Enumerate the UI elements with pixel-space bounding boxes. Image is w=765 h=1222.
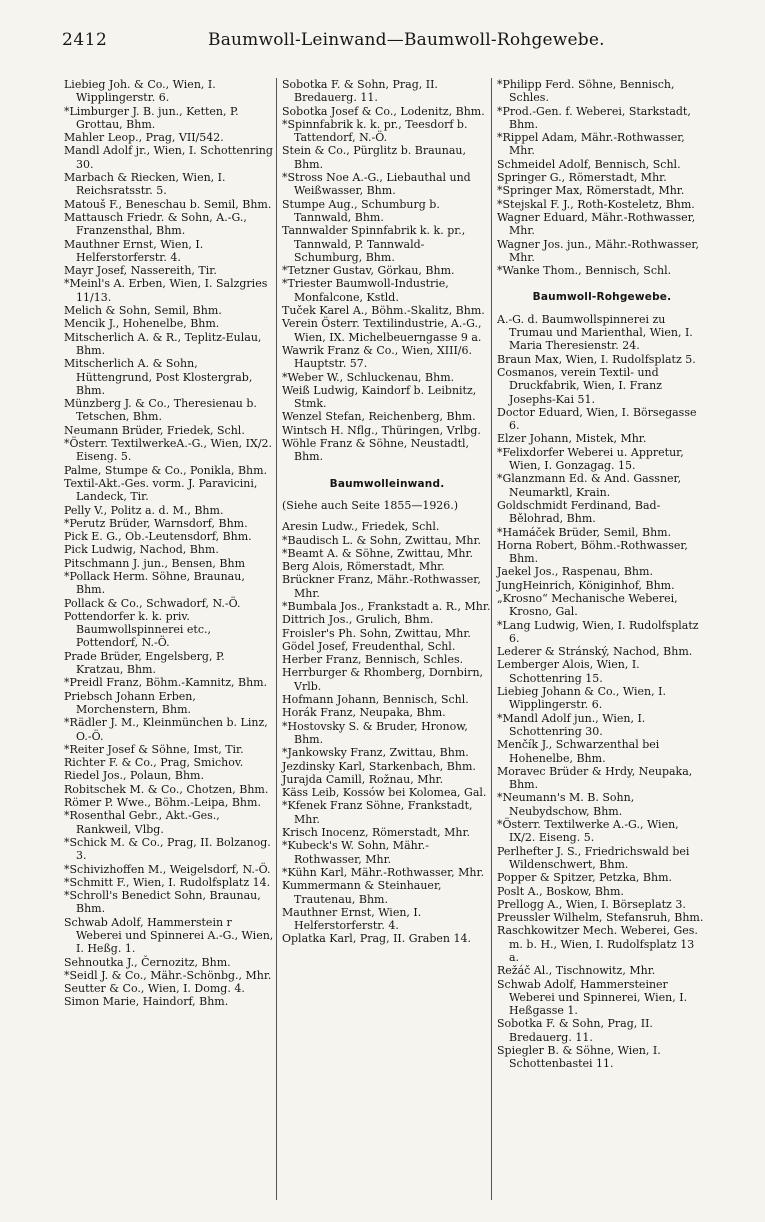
directory-entry: *Wanke Thom., Bennisch, Schl. xyxy=(497,264,672,278)
directory-entry: Wintsch H. Nflg., Thüringen, Vrlbg. xyxy=(282,423,481,437)
directory-entry: *Stejskal F. J., Roth-Kosteletz, Bhm. xyxy=(497,197,695,211)
directory-entry: Pottendorfer k. k. priv. Baumwollspinnerei etc., Pottendorf, N.-Ö. xyxy=(64,609,211,650)
directory-entry: Doctor Eduard, Wien, I. Börsegasse 6. xyxy=(497,405,697,433)
directory-entry: *Kühn Karl, Mähr.-Rothwasser, Mhr. xyxy=(282,865,485,879)
directory-entry: Priebsch Johann Erben, Morchenstern, Bhm. xyxy=(64,689,196,716)
column-3 xyxy=(497,78,707,1071)
directory-entry: *Beamt A. & Söhne, Zwittau, Mhr. xyxy=(282,546,474,560)
directory-entry: *Österr. Textilwerke A.-G., Wien, IX/2. Eiseng. 5. xyxy=(497,818,679,845)
directory-entry: Wöhle Franz & Söhne, Neustadtl, Bhm. xyxy=(282,437,470,464)
directory-entry: Robitschek M. & Co., Chotzen, Bhm. xyxy=(64,782,269,796)
directory-entry: Goldschmidt Ferdinand, Bad-Bělohrad, Bhm. xyxy=(497,498,661,526)
directory-entry: *Pollack Herm. Söhne, Braunau, Bhm. xyxy=(64,569,245,597)
directory-entry: Stein & Co., Pürglitz b. Braunau, Bhm. xyxy=(282,144,466,171)
directory-entry: *Hostovsky S. & Bruder, Hronow, Bhm. xyxy=(282,719,468,746)
directory-entry: Pollack & Co., Schwadorf, N.-Ö. xyxy=(64,596,241,610)
directory-entry: Hofmann Johann, Bennisch, Schl. xyxy=(282,693,469,707)
directory-entry: *Kubeck's W. Sohn, Mähr.-Rothwasser, Mhr. xyxy=(282,839,429,866)
page-header xyxy=(62,26,722,54)
directory-entry: *Bumbala Jos., Frankstadt a. R., Mhr. xyxy=(282,599,491,613)
directory-entry: Melich & Sohn, Semil, Bhm. xyxy=(64,304,222,318)
directory-entry: *Neumann's M. B. Sohn, Neubydschow, Bhm. xyxy=(497,791,635,818)
directory-entry: Palme, Stumpe & Co., Ponikla, Bhm. xyxy=(64,463,268,477)
directory-entry: Neumann Brüder, Friedek, Schl. xyxy=(64,423,245,437)
section-heading: Baumwolleinwand. xyxy=(329,477,445,490)
directory-entry: Režáč Al., Tischnowitz, Mhr. xyxy=(497,964,656,978)
directory-entry: Moravec Brüder & Hrdy, Neupaka, Bhm. xyxy=(497,764,693,792)
directory-entry: Tannwalder Spinnfabrik k. k. pr., Tannwald, P. Tannwald-Schumburg, Bhm. xyxy=(282,224,466,264)
directory-entry: *Triester Baumwoll-Industrie, Monfalcone, Kstld. xyxy=(282,277,449,304)
directory-entry: Riedel Jos., Polaun, Bhm. xyxy=(64,769,204,783)
page-number: 2412 xyxy=(62,30,108,50)
directory-entry: *Stross Noe A.-G., Liebauthal und Weißwasser, Bhm. xyxy=(282,171,471,198)
directory-entry: Pick Ludwig, Nachod, Bhm. xyxy=(64,543,219,557)
directory-entry: Pitschmann J. jun., Bensen, Bhm xyxy=(64,556,246,570)
directory-entry: *Rädler J. M., Kleinmünchen b. Linz, O.-Ö. xyxy=(64,716,268,743)
directory-entry: Textil-Akt.-Ges. vorm. J. Paravicini, Landeck, Tir. xyxy=(64,476,258,504)
directory-entry: Römer P. Wwe., Böhm.-Leipa, Bhm. xyxy=(64,796,261,810)
directory-entry: *Rosenthal Gebr., Akt.-Ges., Rankweil, Vlbg. xyxy=(64,809,220,836)
directory-entry: *Reiter Josef & Söhne, Imst, Tir. xyxy=(64,742,244,756)
directory-entry: Popper & Spitzer, Petzka, Bhm. xyxy=(497,871,673,885)
directory-entry: Stumpe Aug., Schumburg b. Tannwald, Bhm. xyxy=(282,197,440,224)
directory-entry: *Springer Max, Römerstadt, Mhr. xyxy=(497,184,685,198)
directory-entry: Sobotka Josef & Co., Lodenitz, Bhm. xyxy=(282,104,485,118)
directory-entry: Sehnoutka J., Černozitz, Bhm. xyxy=(64,955,231,969)
directory-entry: Cosmanos, verein Textil- und Druckfabrik, Wien, I. Franz Josephs-Kai 51. xyxy=(497,365,662,406)
directory-entry: *Jankowsky Franz, Zwittau, Bhm. xyxy=(282,746,469,760)
directory-entry: Wenzel Stefan, Reichenberg, Bhm. xyxy=(282,410,476,424)
directory-entry: Aresin Ludw., Friedek, Schl. xyxy=(282,520,440,534)
directory-entry: Krisch Inocenz, Römerstadt, Mhr. xyxy=(282,826,471,840)
directory-entry: Horna Robert, Böhm.-Rothwasser, Bhm. xyxy=(497,538,688,566)
directory-entry: Schwab Adolf, Hammersteiner Weberei und Spinnerei, Wien, I. Heßgasse 1. xyxy=(497,977,688,1018)
column-divider-1 xyxy=(276,78,277,1200)
directory-entry: Mahler Leop., Prag, VII/542. xyxy=(64,131,224,145)
directory-entry: Mitscherlich A. & Sohn, Hüttengrund, Post Klostergrab, Bhm. xyxy=(64,357,253,397)
directory-entry: *Rippel Adam, Mähr.-Rothwasser, Mhr. xyxy=(497,131,685,158)
directory-entry: Wagner Eduard, Mähr.-Rothwasser, Mhr. xyxy=(497,210,696,238)
section-note: (Siehe auch Seite 1855—1926.) xyxy=(282,498,459,512)
directory-entry: *Tetzner Gustav, Görkau, Bhm. xyxy=(282,264,455,278)
directory-entry: *Glanzmann Ed. & And. Gassner, Neumarktl, Krain. xyxy=(497,472,682,499)
directory-entry: Schmeidel Adolf, Bennisch, Schl. xyxy=(497,157,681,171)
directory-entry: Berg Alois, Römerstadt, Mhr. xyxy=(282,560,445,574)
directory-entry: Mayr Josef, Nassereith, Tir. xyxy=(64,264,217,278)
column-1 xyxy=(64,78,274,1009)
directory-entry: *Mandl Adolf jun., Wien, I. Schottenring 30. xyxy=(497,711,646,738)
directory-entry: Pelly V., Politz a. d. M., Bhm. xyxy=(64,503,224,517)
directory-entry: *Prod.-Gen. f. Weberei, Starkstadt, Bhm. xyxy=(497,104,691,131)
directory-entry: *Schroll's Benedict Sohn, Braunau, Bhm. xyxy=(64,889,261,916)
directory-entry: *Schivizhoffen M., Weigelsdorf, N.-Ö. xyxy=(64,862,271,876)
directory-entry: Herrburger & Rhomberg, Dornbirn, Vrlb. xyxy=(282,666,484,693)
directory-entry: *Kfenek Franz Söhne, Frankstadt, Mhr. xyxy=(282,799,473,826)
section-heading: Baumwoll-Rohgewebe. xyxy=(532,291,672,304)
directory-entry: Horák Franz, Neupaka, Bhm. xyxy=(282,706,446,720)
directory-entry: Dittrich Jos., Grulich, Bhm. xyxy=(282,613,434,627)
directory-entry: *Lang Ludwig, Wien, I. Rudolfsplatz 6. xyxy=(497,618,699,645)
directory-entry: Verein Österr. Textilindustrie, A.-G., Wien, IX. Michelbeuerngasse 9 a. xyxy=(282,317,482,344)
directory-entry: Herber Franz, Bennisch, Schles. xyxy=(282,653,464,667)
directory-entry: Kummermann & Steinhauer, Trautenau, Bhm. xyxy=(282,879,442,906)
directory-entry: JungHeinrich, Königinhof, Bhm. xyxy=(497,578,675,592)
directory-entry: Schwab Adolf, Hammerstein r Weberei und Spinnerei A.-G., Wien, I. Heßg. 1. xyxy=(64,915,274,956)
directory-entry: Froisler's Ph. Sohn, Zwittau, Mhr. xyxy=(282,626,471,640)
directory-entry: *Preidl Franz, Böhm.-Kamnitz, Bhm. xyxy=(64,676,268,690)
directory-entry: Menčík J., Schwarzenthal bei Hohenelbe, Bhm. xyxy=(497,738,660,765)
directory-entry: Wagner Jos. jun., Mähr.-Rothwasser, Mhr. xyxy=(497,237,699,264)
directory-entry: *Schmitt F., Wien, I. Rudolfsplatz 14. xyxy=(64,875,271,889)
running-title: Baumwoll-Leinwand—Baumwoll-Rohgewebe. xyxy=(208,30,605,50)
column-2 xyxy=(282,78,492,946)
directory-entry: Weiß Ludwig, Kaindorf b. Leibnitz, Stmk. xyxy=(282,383,477,411)
directory-entry: *Schick M. & Co., Prag, II. Bolzanog. 3. xyxy=(64,835,271,863)
directory-entry: *Weber W., Schluckenau, Bhm. xyxy=(282,370,455,384)
directory-entry: *Meinl's A. Erben, Wien, I. Salzgries 11/13. xyxy=(64,277,268,304)
directory-entry: Mattausch Friedr. & Sohn, A.-G., Franzensthal, Bhm. xyxy=(64,210,247,238)
directory-entry: *Perutz Brüder, Warnsdorf, Bhm. xyxy=(64,516,248,530)
directory-entry: Münzberg J. & Co., Theresienau b. Tetschen, Bhm. xyxy=(64,397,257,424)
directory-entry: A.-G. d. Baumwollspinnerei zu Trumau und Marienthal, Wien, I. Maria Theresienstr. 24. xyxy=(497,312,693,353)
directory-entry: *Philipp Ferd. Söhne, Bennisch, Schles. xyxy=(497,78,675,105)
directory-entry: „Krosno“ Mechanische Weberei, Krosno, Gal. xyxy=(497,591,678,619)
directory-entry: Elzer Johann, Mistek, Mhr. xyxy=(497,432,647,446)
directory-entry: Springer G., Römerstadt, Mhr. xyxy=(497,171,667,185)
directory-entry: Poslt A., Boskow, Bhm. xyxy=(497,884,624,898)
directory-entry: Liebieg Joh. & Co., Wien, I. Wipplingerstr. 6. xyxy=(64,78,216,105)
directory-entry: Mauthner Ernst, Wien, I. Helferstorferstr. 4. xyxy=(64,237,204,264)
directory-entry: Gödel Josef, Freudenthal, Schl. xyxy=(282,639,456,653)
directory-entry: Sobotka F. & Sohn, Prag, II. Bredauerg. 11. xyxy=(282,78,438,105)
directory-entry: Prade Brüder, Engelsberg, P. Kratzau, Bhm. xyxy=(64,649,225,677)
directory-entry: Spiegler B. & Söhne, Wien, I. Schottenbastei 11. xyxy=(497,1044,661,1071)
directory-entry: *Baudisch L. & Sohn, Zwittau, Mhr. xyxy=(282,533,482,547)
directory-entry: Jurajda Camill, Rožnau, Mhr. xyxy=(282,772,444,786)
directory-entry: Jezdinsky Karl, Starkenbach, Bhm. xyxy=(282,759,476,773)
directory-entry: *Spinnfabrik k. k. pr., Teesdorf b. Tattendorf, N.-Ö. xyxy=(282,117,468,145)
directory-entry: Matouš F., Beneschau b. Semil, Bhm. xyxy=(64,197,272,211)
directory-entry: Seutter & Co., Wien, I. Domg. 4. xyxy=(64,982,245,996)
directory-entry: Marbach & Riecken, Wien, I. Reichsratsstr. 5. xyxy=(64,171,226,198)
directory-entry: Wawrik Franz & Co., Wien, XIII/6. Hauptstr. 57. xyxy=(282,343,472,371)
directory-entry: Preussler Wilhelm, Stefansruh, Bhm. xyxy=(497,911,704,925)
directory-entry: Mandl Adolf jr., Wien, I. Schottenring 30. xyxy=(64,144,273,171)
directory-entry: Oplatka Karl, Prag, II. Graben 14. xyxy=(282,932,471,946)
directory-entry: Prellogg A., Wien, I. Börseplatz 3. xyxy=(497,897,686,911)
directory-entry: Simon Marie, Haindorf, Bhm. xyxy=(64,995,229,1009)
directory-entry: Mauthner Ernst, Wien, I. Helferstorferstr. 4. xyxy=(282,905,422,933)
directory-entry: Richter F. & Co., Prag, Smichov. xyxy=(64,756,244,770)
directory-entry: Käss Leib, Kossów bei Kolomea, Gal. xyxy=(282,786,487,800)
directory-entry: Raschkowitzer Mech. Weberei, Ges. m. b. H., Wien, I. Rudolfsplatz 13 a. xyxy=(497,924,698,964)
directory-entry: *Felixdorfer Weberei u. Appretur, Wien, I. Gonzagag. 15. xyxy=(497,445,684,473)
directory-entry: Perlhefter J. S., Friedrichswald bei Wildenschwert, Bhm. xyxy=(497,844,690,871)
directory-entry: Mitscherlich A. & R., Teplitz-Eulau, Bhm. xyxy=(64,330,262,357)
directory-entry: *Hamáček Brüder, Semil, Bhm. xyxy=(497,525,672,539)
directory-entry: Brückner Franz, Mähr.-Rothwasser, Mhr. xyxy=(282,573,481,600)
directory-entry: Tuček Karel A., Böhm.-Skalitz, Bhm. xyxy=(282,304,485,318)
directory-entry: Braun Max, Wien, I. Rudolfsplatz 5. xyxy=(497,352,696,366)
directory-entry: *Limburger J. B. jun., Ketten, P. Grottau, Bhm. xyxy=(64,104,239,131)
directory-entry: Sobotka F. & Sohn, Prag, II. Bredauerg. 11. xyxy=(497,1017,653,1044)
directory-entry: Jaekel Jos., Raspenau, Bhm. xyxy=(497,565,653,579)
directory-entry: Liebieg Johann & Co., Wien, I. Wipplingerstr. 6. xyxy=(497,685,666,712)
directory-entry: Lederer & Stránský, Nachod, Bhm. xyxy=(497,645,693,659)
directory-entry: Mencik J., Hohenelbe, Bhm. xyxy=(64,317,220,331)
directory-entry: Lemberger Alois, Wien, I. Schottenring 15. xyxy=(497,658,640,685)
directory-entry: Pick E. G., Ob.-Leutensdorf, Bhm. xyxy=(64,530,252,544)
directory-entry: *Seidl J. & Co., Mähr.-Schönbg., Mhr. xyxy=(64,968,272,982)
directory-entry: *Österr. TextilwerkeA.-G., Wien, IX/2. Eiseng. 5. xyxy=(64,437,273,464)
